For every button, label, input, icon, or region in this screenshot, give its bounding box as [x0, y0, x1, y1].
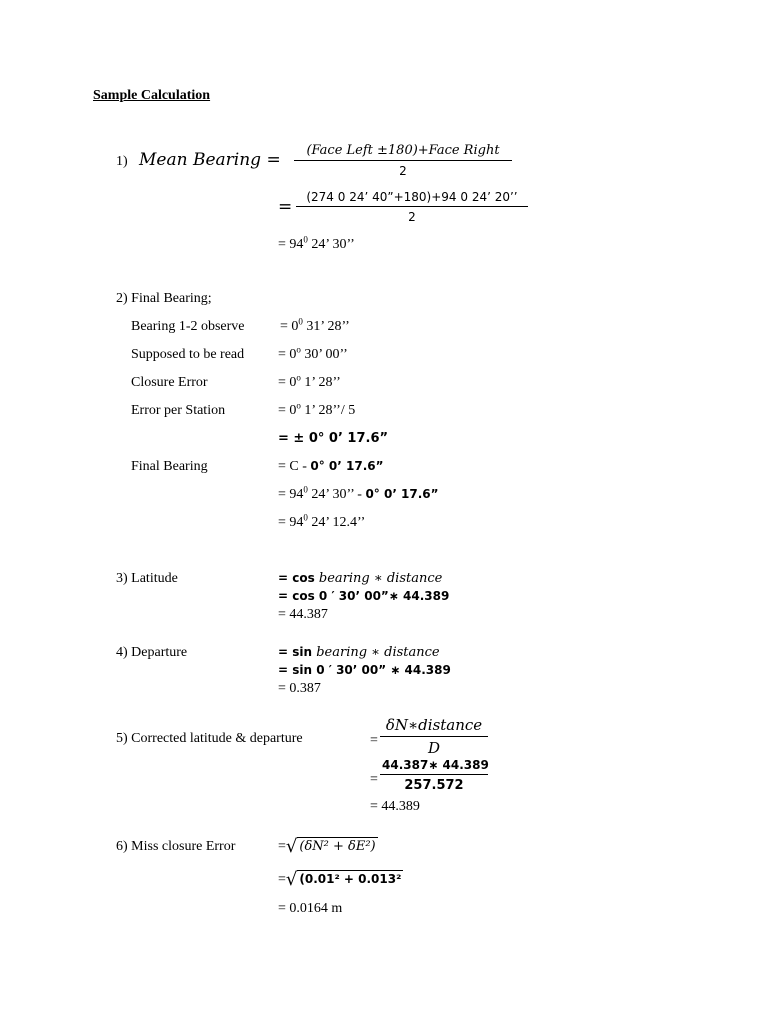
miss-closure-result: = 0.0164 m: [278, 901, 343, 916]
section-heading: 5) Corrected latitude & departure: [116, 731, 303, 746]
corrected-result: = 44.389: [370, 799, 420, 814]
final-bearing-label: Final Bearing: [131, 459, 208, 474]
row-value: = $0^0$ 31’ 28’’: [280, 316, 350, 334]
final-bearing-line-2: = $94^0$ 24’ 30’’ - 0° 0’ 17.6”: [278, 484, 439, 502]
row-value: = $0^o$ 1’ 28’’: [278, 372, 341, 390]
sqrt-symbol: √: [285, 869, 298, 890]
mean-bearing-formula-fraction: [294, 144, 512, 177]
sqrt-symbol: √: [285, 836, 298, 857]
page-title: Sample Calculation: [93, 88, 211, 103]
equals-sign: =: [278, 197, 293, 217]
row-label: Bearing 1-2 observe: [131, 319, 245, 334]
row-value: = $0^o$ 1’ 28’’/ 5: [278, 400, 356, 418]
correction-formula-fraction: [380, 718, 488, 756]
fraction-denominator: 2: [408, 210, 416, 224]
row-value: = $0^o$ 30’ 00’’: [278, 344, 348, 362]
departure-substitution: = sin 0 ′ 30’ 00” ∗ 44.389: [278, 663, 451, 677]
miss-closure-substitution: =√ (0.01² + 0.013²: [278, 869, 402, 890]
final-bearing-line-1: = C - 0° 0’ 17.6”: [278, 459, 384, 474]
equals-sign: =: [370, 772, 378, 787]
equals-sign: =: [370, 733, 378, 748]
fraction-numerator: (274 0 24’ 40”+180)+94 0 24’ 20’’: [306, 190, 518, 204]
row-label: Supposed to be read: [131, 347, 245, 362]
section-heading: 2) Final Bearing;: [116, 291, 212, 306]
latitude-substitution: = cos 0 ′ 30’ 00”∗ 44.389: [278, 589, 450, 603]
latitude-formula: = cos bearing ∗ distance: [278, 571, 443, 586]
miss-closure-formula: =√ (δN² + δE²): [278, 836, 376, 857]
correction-values-fraction: [380, 759, 488, 792]
row-label: Error per Station: [131, 403, 226, 418]
final-bearing-line-3: = $94^0$ 24’ 12.4’’: [278, 512, 366, 530]
fraction-denominator: 257.572: [404, 778, 464, 793]
section-heading: 6) Miss closure Error: [116, 839, 236, 854]
fraction-numerator: (Face Left ±180)+Face Right: [306, 143, 500, 158]
section-heading: 3) Latitude: [116, 571, 178, 586]
section-number: 1): [116, 154, 128, 169]
error-per-station-result: = ± 0° 0’ 17.6”: [278, 431, 389, 446]
section-heading: 4) Departure: [116, 645, 188, 660]
mean-bearing-result: = $94^0$ 24’ 30’’: [278, 234, 355, 252]
fraction-numerator: δN∗distance: [385, 716, 483, 734]
fraction-numerator: 44.387∗ 44.389: [382, 758, 489, 772]
fraction-denominator: D: [427, 739, 441, 757]
latitude-result: = 44.387: [278, 607, 328, 622]
row-label: Closure Error: [131, 375, 208, 390]
mean-bearing-values-fraction: [296, 191, 528, 223]
departure-result: = 0.387: [278, 681, 321, 696]
departure-formula: = sin bearing ∗ distance: [278, 645, 440, 660]
mean-bearing-lhs: Mean Bearing =: [139, 150, 281, 170]
fraction-denominator: 2: [399, 164, 407, 178]
